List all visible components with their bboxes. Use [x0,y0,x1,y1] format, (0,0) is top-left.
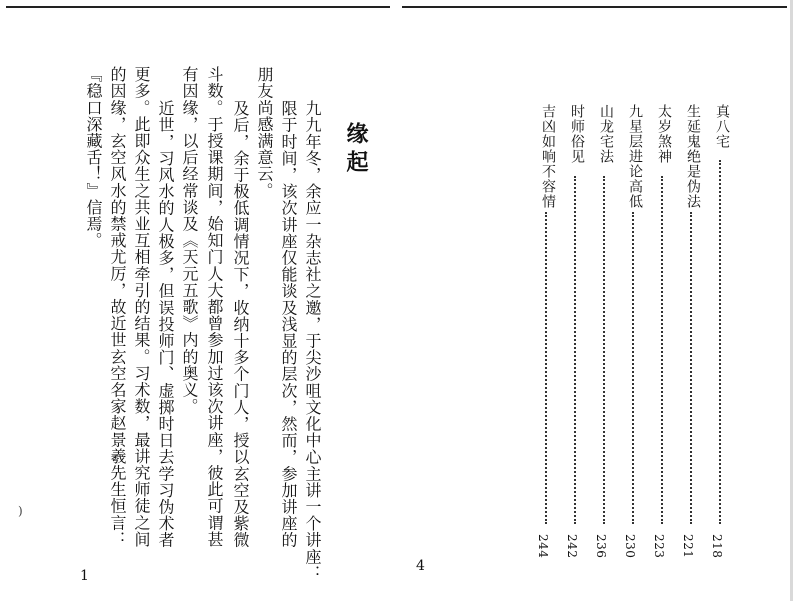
text-column: 朋友尚感满意云。 [255,66,274,199]
left-page [0,0,396,601]
toc-title: 生延鬼绝是伪法 [685,104,701,209]
text-column: 及后，余于极低调情况下，收纳十多个门人，授以玄空及紫微 [231,100,250,549]
top-rule [6,6,390,8]
text-column: 限于时间，该次讲座仅能谈及浅显的层次，然而，参加讲座的 [279,100,298,549]
toc-page-number: 230 [623,534,637,559]
text-column: 更多。此即众生之共业互相牵引的结果。习术数，最讲究师徒之间 [132,66,151,548]
page-number: 1 [80,568,89,584]
text-column: 『稳口深藏舌！』信焉。 [84,66,103,249]
toc-page-number: 244 [536,534,550,559]
toc-page-number: 218 [710,534,724,559]
stray-mark: ) [18,504,23,518]
right-page [396,0,793,601]
toc-title: 时师俗见 [569,104,585,164]
toc-title: 九星层进论高低 [627,104,643,209]
toc-leader-dots [545,212,547,524]
text-column: 斗数。于授课期间，始知门人大都曾参加过该次讲座，彼此可谓甚 [205,66,224,548]
toc-leader-dots [574,176,576,524]
page-title: 缘起 [343,122,368,178]
toc-page-number: 223 [652,534,666,559]
toc-page-number: 221 [681,534,695,559]
toc-leader-dots [661,176,663,524]
text-column: 的因缘，玄空风水的禁戒尤厉，故近世玄空名家赵景羲先生恒言： [108,66,127,548]
toc-title: 吉凶如响不容情 [540,104,556,209]
toc-leader-dots [690,212,692,524]
text-column: 近世，习风水的人极多，但误投师门、虚掷时日去学习伪术者 [156,100,175,549]
toc-title: 真八宅 [714,104,730,149]
toc-leader-dots [603,176,605,524]
toc-title: 太岁煞神 [656,104,672,164]
page-number: 4 [416,558,425,574]
toc-title: 山龙宅法 [598,104,614,164]
toc-page-number: 242 [565,534,579,559]
toc-leader-dots [719,160,721,524]
toc-leader-dots [632,212,634,524]
text-column: 有因缘，以后经常谈及《天元五歌》内的奥义。 [180,66,199,415]
toc-page-number: 236 [594,534,608,559]
text-column: 九九年冬，余应一杂志社之邀，于尖沙咀文化中心主讲一个讲座： [303,100,322,582]
top-rule [402,6,787,8]
